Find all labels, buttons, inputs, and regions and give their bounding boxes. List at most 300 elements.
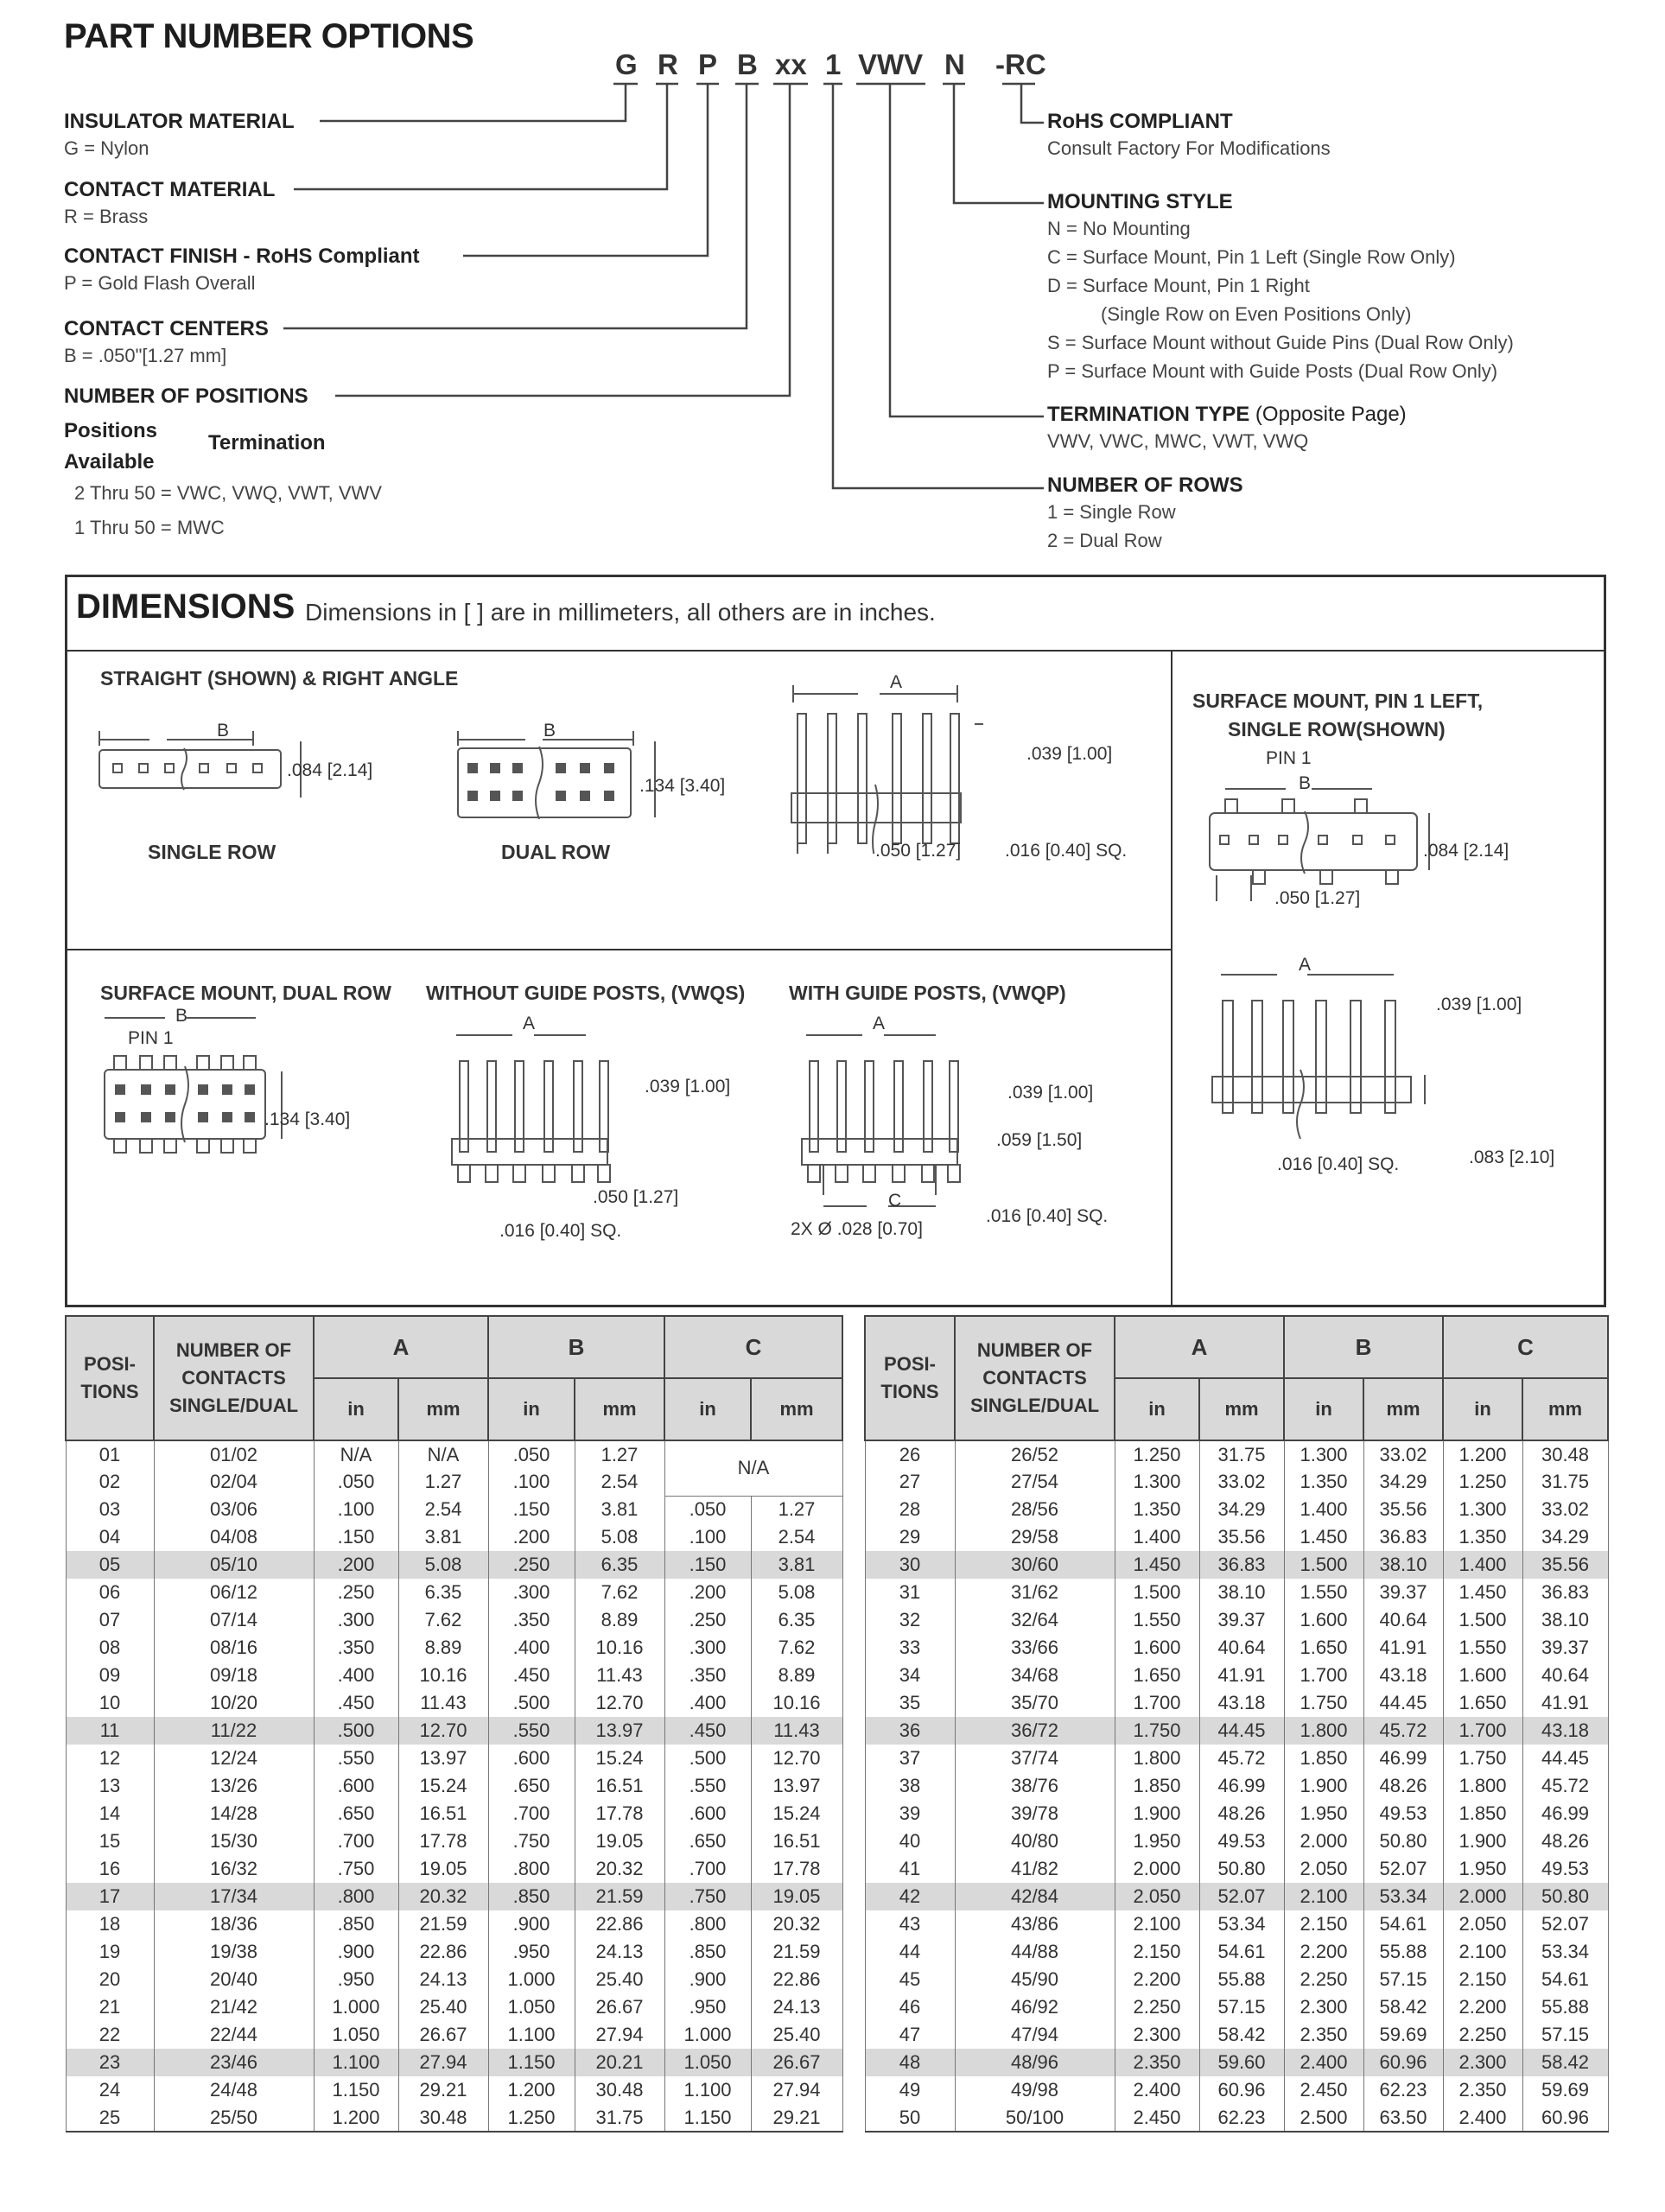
table-cell: 6.35 [751, 1606, 842, 1634]
table-cell: 55.88 [1363, 1938, 1443, 1966]
table-cell: 7.62 [398, 1606, 488, 1634]
table-cell: 1.850 [1443, 1800, 1522, 1827]
smt-dim-084: .084 [2.14] [1423, 841, 1509, 861]
dual-row-label: DUAL ROW [501, 841, 611, 863]
table-cell: 43.18 [1199, 1689, 1284, 1717]
table-cell: 40.64 [1363, 1606, 1443, 1634]
side-dim-016: .016 [0.40] SQ. [1005, 841, 1128, 861]
table-cell: 1.150 [664, 2104, 751, 2132]
table-cell: 03 [66, 1496, 154, 1523]
table-cell: 15 [66, 1827, 154, 1855]
termination-type-note: (Opposite Page) [1255, 403, 1407, 426]
table-cell: 2.250 [1115, 1993, 1199, 2021]
table-cell: .550 [488, 1717, 575, 1745]
table-cell: 20.32 [398, 1883, 488, 1910]
table-cell: .800 [664, 1910, 751, 1938]
table-cell: 38.10 [1522, 1606, 1608, 1634]
table-cell: 2.300 [1443, 2049, 1522, 2076]
table-cell: 1.350 [1443, 1523, 1522, 1551]
table-cell: 18/36 [154, 1910, 314, 1938]
table-cell: 46.99 [1522, 1800, 1608, 1827]
table-row [865, 1855, 1608, 1883]
table-row [66, 1496, 842, 1523]
contact-material-heading: CONTACT MATERIAL [64, 178, 276, 201]
table-cell: 1.150 [314, 2076, 398, 2104]
table-cell: .300 [488, 1579, 575, 1606]
table-cell: 44.45 [1363, 1689, 1443, 1717]
table-cell: 18 [66, 1910, 154, 1938]
table-cell: 8.89 [575, 1606, 664, 1634]
table-cell: 2.450 [1115, 2104, 1199, 2132]
table-cell: .750 [314, 1855, 398, 1883]
table-cell: 1.600 [1115, 1634, 1199, 1662]
table-cell: 2.000 [1443, 1883, 1522, 1910]
table-cell: 22.86 [398, 1938, 488, 1966]
insulator-material-block [64, 110, 295, 160]
table-cell: 21 [66, 1993, 154, 2021]
table-cell: 2.400 [1443, 2104, 1522, 2132]
table-cell: 10.16 [398, 1662, 488, 1689]
dual-row-dim-b: B [543, 721, 556, 741]
table-cell: 2.200 [1284, 1938, 1363, 1966]
c-in-header: in [664, 1378, 751, 1440]
side-dim-039: .039 [1.00] [1026, 744, 1113, 764]
rows-item: 2 = Dual Row [1047, 530, 1162, 551]
table-cell: 49/98 [955, 2076, 1115, 2104]
table-cell: 1.000 [314, 1993, 398, 2021]
termination-type-value: VWV, VWC, MWC, VWT, VWQ [1047, 430, 1309, 452]
table-cell: 26.67 [575, 1993, 664, 2021]
a-in-header: in [314, 1378, 398, 1440]
table-row [66, 1717, 842, 1745]
table-row [865, 1579, 1608, 1606]
table-cell: 27.94 [575, 2021, 664, 2049]
contact-finish-block [64, 245, 420, 295]
table-cell: 8.89 [398, 1634, 488, 1662]
table-cell: .400 [664, 1689, 751, 1717]
table-cell: 20.32 [751, 1910, 842, 1938]
table-cell: 29.21 [398, 2076, 488, 2104]
straight-side-drawing [785, 672, 992, 854]
table-row [865, 1745, 1608, 1772]
table-cell: 17.78 [575, 1800, 664, 1827]
table-row [865, 1800, 1608, 1827]
dual-row-dim-134: .134 [3.40] [639, 776, 726, 796]
table-cell: .600 [314, 1772, 398, 1800]
table-cell: 48 [865, 2049, 955, 2076]
table-cell: 1.800 [1443, 1772, 1522, 1800]
table-cell: 11/22 [154, 1717, 314, 1745]
c-in-header: in [1443, 1378, 1522, 1440]
table-cell: .950 [664, 1993, 751, 2021]
b-header: B [488, 1316, 664, 1378]
contacts-header-3: SINGLE/DUAL [969, 1395, 1100, 1416]
table-cell: .350 [314, 1634, 398, 1662]
table-cell: 39.37 [1199, 1606, 1284, 1634]
table-cell: 16.51 [398, 1800, 488, 1827]
table-cell: 54.61 [1363, 1910, 1443, 1938]
contacts-header [154, 1316, 314, 1440]
table-cell: 38/76 [955, 1772, 1115, 1800]
table-cell: 50.80 [1363, 1827, 1443, 1855]
table-cell: 04/08 [154, 1523, 314, 1551]
positions-col1b: Available [64, 450, 155, 474]
table-cell: 57.15 [1199, 1993, 1284, 2021]
table-cell: 24.13 [575, 1938, 664, 1966]
table-cell: 07 [66, 1606, 154, 1634]
table-cell: 2.54 [751, 1523, 842, 1551]
table-cell: 36/72 [955, 1717, 1115, 1745]
table-cell: 24.13 [751, 1993, 842, 2021]
table-cell: 3.81 [398, 1523, 488, 1551]
table-cell: 1.400 [1115, 1523, 1199, 1551]
table-cell: 2.400 [1115, 2076, 1199, 2104]
table-cell: 1.000 [488, 1966, 575, 1993]
table-cell: 2.050 [1443, 1910, 1522, 1938]
table-cell: 27.94 [751, 2076, 842, 2104]
smt-pin1-left-label-2: SINGLE ROW(SHOWN) [1228, 718, 1446, 741]
number-of-rows-heading: NUMBER OF ROWS [1047, 474, 1243, 497]
table-cell: 2.400 [1284, 2049, 1363, 2076]
table-cell: 1.650 [1443, 1689, 1522, 1717]
table-cell: 1.900 [1284, 1772, 1363, 1800]
b-in-header: in [488, 1378, 575, 1440]
mounting-item: C = Surface Mount, Pin 1 Left (Single Row Only) [1047, 246, 1456, 268]
without-guide-dim-016: .016 [0.40] SQ. [499, 1221, 622, 1241]
without-guide-label: WITHOUT GUIDE POSTS, (VWQS) [426, 982, 746, 1004]
table-cell: 15.24 [575, 1745, 664, 1772]
table-cell: 20 [66, 1966, 154, 1993]
termination-type-heading [1047, 403, 1407, 427]
table-cell: 13 [66, 1772, 154, 1800]
table-cell: 25 [66, 2104, 154, 2132]
table-cell: 27/54 [955, 1468, 1115, 1496]
table-cell: .750 [664, 1883, 751, 1910]
table-cell: 35 [865, 1689, 955, 1717]
contact-finish-value: P = Gold Flash Overall [64, 272, 256, 294]
table-cell: 03/06 [154, 1496, 314, 1523]
table-cell: 41.91 [1522, 1689, 1608, 1717]
a-mm-header: mm [1199, 1378, 1284, 1440]
mounting-item: (Single Row on Even Positions Only) [1101, 303, 1412, 325]
table-cell: 1.450 [1443, 1579, 1522, 1606]
table-cell: .150 [314, 1523, 398, 1551]
table-cell: 2.300 [1115, 2021, 1199, 2049]
table-cell: .250 [488, 1551, 575, 1579]
table-cell: 35/70 [955, 1689, 1115, 1717]
table-row [66, 1772, 842, 1800]
table-cell: 50.80 [1199, 1855, 1284, 1883]
rohs-block [1047, 110, 1331, 162]
c-mm-header: mm [751, 1378, 842, 1440]
table-row [865, 1551, 1608, 1579]
table-cell: .850 [664, 1938, 751, 1966]
table-cell: 1.700 [1284, 1662, 1363, 1689]
table-cell: 30 [865, 1551, 955, 1579]
table-row [66, 1634, 842, 1662]
table-cell: 24.13 [398, 1966, 488, 1993]
table-cell: 08/16 [154, 1634, 314, 1662]
table-cell: .500 [314, 1717, 398, 1745]
table-row [865, 1772, 1608, 1800]
table-cell: .650 [488, 1772, 575, 1800]
mounting-item: N = No Mounting [1047, 218, 1191, 239]
table-cell: 12 [66, 1745, 154, 1772]
number-of-positions-heading: NUMBER OF POSITIONS [64, 385, 308, 408]
table-cell: .400 [314, 1662, 398, 1689]
code-segment-contact-material: R [658, 48, 678, 80]
table-cell: 38 [865, 1772, 955, 1800]
table-cell: 34.29 [1522, 1523, 1608, 1551]
table-cell: 04 [66, 1523, 154, 1551]
table-cell: 2.350 [1284, 2021, 1363, 2049]
table-cell: 22.86 [751, 1966, 842, 1993]
table-cell: .400 [488, 1634, 575, 1662]
table-cell: 44 [865, 1938, 955, 1966]
dimensions-title: DIMENSIONS [76, 588, 296, 626]
smt-side-dim-039: .039 [1.00] [1436, 995, 1522, 1014]
table-cell: 6.35 [398, 1579, 488, 1606]
table-cell: 58.42 [1363, 1993, 1443, 2021]
table-cell: 38.10 [1363, 1551, 1443, 1579]
table-cell: 1.850 [1284, 1745, 1363, 1772]
table-cell: 43 [865, 1910, 955, 1938]
table-cell: .200 [664, 1579, 751, 1606]
table-cell: 1.500 [1443, 1606, 1522, 1634]
table-cell: 1.250 [1115, 1440, 1199, 1468]
table-cell: .700 [488, 1800, 575, 1827]
table-row [66, 1662, 842, 1689]
rohs-heading: RoHS COMPLIANT [1047, 110, 1233, 133]
table-cell: 31.75 [1522, 1468, 1608, 1496]
table-row [66, 1827, 842, 1855]
table-cell: 10.16 [575, 1634, 664, 1662]
table-cell: 5.08 [575, 1523, 664, 1551]
table-cell: 7.62 [751, 1634, 842, 1662]
table-cell: 24/48 [154, 2076, 314, 2104]
table-cell: .650 [314, 1800, 398, 1827]
code-segment-mounting: N [944, 48, 965, 80]
positions-header-1: POSI- [84, 1353, 136, 1375]
table-cell: .800 [314, 1883, 398, 1910]
table-cell: 30/60 [955, 1551, 1115, 1579]
smt-dim-b: B [1299, 773, 1312, 793]
table-row [66, 1523, 842, 1551]
table-cell: 09/18 [154, 1662, 314, 1689]
table-row [66, 1689, 842, 1717]
table-cell: .900 [488, 1910, 575, 1938]
single-row-dim-084: .084 [2.14] [287, 760, 373, 780]
table-cell: 1.650 [1115, 1662, 1199, 1689]
table-cell: 06/12 [154, 1579, 314, 1606]
table-cell: .450 [314, 1689, 398, 1717]
table-cell: 53.34 [1363, 1883, 1443, 1910]
smt-dual-pin1: PIN 1 [128, 1028, 174, 1048]
table-cell: .200 [314, 1551, 398, 1579]
table-row [66, 1883, 842, 1910]
table-cell: 3.81 [751, 1551, 842, 1579]
table-cell: 1.500 [1284, 1551, 1363, 1579]
table-cell: 58.42 [1199, 2021, 1284, 2049]
table-cell: 09 [66, 1662, 154, 1689]
table-cell: 1.700 [1115, 1689, 1199, 1717]
table-cell: 55.88 [1522, 1993, 1608, 2021]
table-cell: 37/74 [955, 1745, 1115, 1772]
table-cell: 19 [66, 1938, 154, 1966]
table-row [865, 1966, 1608, 1993]
table-cell: 33.02 [1199, 1468, 1284, 1496]
table-cell: 2.000 [1284, 1827, 1363, 1855]
c-mm-header: mm [1522, 1378, 1608, 1440]
table-cell: 44/88 [955, 1938, 1115, 1966]
table-cell: 23 [66, 2049, 154, 2076]
table-cell: .100 [488, 1468, 575, 1496]
table-cell: 26/52 [955, 1440, 1115, 1468]
table-cell: 44.45 [1522, 1745, 1608, 1772]
table-cell: 2.350 [1115, 2049, 1199, 2076]
insulator-material-heading: INSULATOR MATERIAL [64, 110, 295, 133]
table-cell: 36 [865, 1717, 955, 1745]
table-cell: 13/26 [154, 1772, 314, 1800]
without-guide-dim-a: A [523, 1014, 536, 1033]
table-cell: .500 [488, 1689, 575, 1717]
table-cell: 8.89 [751, 1662, 842, 1689]
table-cell: 1.550 [1115, 1606, 1199, 1634]
table-cell: 60.96 [1363, 2049, 1443, 2076]
table-cell: 1.600 [1284, 1606, 1363, 1634]
table-cell: 1.100 [664, 2076, 751, 2104]
table-cell: 1.200 [1443, 1440, 1522, 1468]
table-cell: 34.29 [1363, 1468, 1443, 1496]
dimensions-header [67, 577, 1604, 652]
table-cell: 52.07 [1522, 1910, 1608, 1938]
table-cell: 31/62 [955, 1579, 1115, 1606]
table-cell: N/A [398, 1440, 488, 1468]
table-row [865, 1883, 1608, 1910]
contacts-header [955, 1316, 1115, 1440]
table-cell: 2.54 [575, 1468, 664, 1496]
table-cell: 1.250 [1443, 1468, 1522, 1496]
table-cell: 52.07 [1363, 1855, 1443, 1883]
with-guide-dim-a: A [873, 1014, 886, 1033]
smt-side-dim-083: .083 [2.10] [1469, 1147, 1555, 1167]
table-row [66, 2104, 842, 2132]
table-cell: 11.43 [575, 1662, 664, 1689]
table-row [66, 2076, 842, 2104]
table-cell: .850 [488, 1883, 575, 1910]
table-cell: 16/32 [154, 1855, 314, 1883]
code-segment-rohs: -RC [995, 48, 1046, 80]
table-cell: 50 [865, 2104, 955, 2132]
table-cell: 2.150 [1115, 1938, 1199, 1966]
table-cell: 2.150 [1443, 1966, 1522, 1993]
contact-centers-value: B = .050"[1.27 mm] [64, 345, 227, 366]
table-cell: 2.250 [1443, 2021, 1522, 2049]
contact-centers-heading: CONTACT CENTERS [64, 317, 269, 340]
table-row [66, 2049, 842, 2076]
contact-centers-block [64, 317, 269, 367]
table-cell: 49 [865, 2076, 955, 2104]
table-cell: 49.53 [1522, 1855, 1608, 1883]
table-row [865, 1468, 1608, 1496]
table-cell: 21.59 [575, 1883, 664, 1910]
table-cell: 1.400 [1443, 1551, 1522, 1579]
table-cell: 53.34 [1199, 1910, 1284, 1938]
table-cell: 1.900 [1115, 1800, 1199, 1827]
with-guide-dim-c: C [888, 1191, 902, 1211]
table-cell: 33.02 [1363, 1440, 1443, 1468]
table-cell: .050 [314, 1468, 398, 1496]
smt-dual-dim-b: B [175, 1006, 188, 1026]
contact-finish-heading: CONTACT FINISH - RoHS Compliant [64, 245, 420, 268]
without-guide-dim-039: .039 [1.00] [645, 1077, 731, 1096]
table-cell: 2.250 [1284, 1966, 1363, 1993]
dimensions-table-right [864, 1315, 1609, 2133]
table-cell: 17 [66, 1883, 154, 1910]
table-row [865, 1440, 1608, 1468]
contacts-header-1: NUMBER OF [976, 1339, 1093, 1361]
table-cell: 2.100 [1443, 1938, 1522, 1966]
table-cell: 43.18 [1522, 1717, 1608, 1745]
table-cell: 2.050 [1115, 1883, 1199, 1910]
table-cell: 25/50 [154, 2104, 314, 2132]
table-cell-na: N/A [664, 1440, 842, 1496]
table-cell: .900 [664, 1966, 751, 1993]
table-cell: 20.21 [575, 2049, 664, 2076]
table-cell: 1.000 [664, 2021, 751, 2049]
table-cell: 53.34 [1522, 1938, 1608, 1966]
table-cell: 40 [865, 1827, 955, 1855]
table-cell: 59.69 [1363, 2021, 1443, 2049]
table-cell: 22 [66, 2021, 154, 2049]
table-cell: 48.26 [1522, 1827, 1608, 1855]
table-cell: 12.70 [751, 1745, 842, 1772]
table-cell: 1.150 [488, 2049, 575, 2076]
mounting-style-heading: MOUNTING STYLE [1047, 190, 1233, 213]
table-cell: .050 [488, 1440, 575, 1468]
table-cell: .450 [488, 1662, 575, 1689]
table-cell: 13.97 [751, 1772, 842, 1800]
table-cell: 34.29 [1199, 1496, 1284, 1523]
mounting-item: S = Surface Mount without Guide Pins (Dual Row Only) [1047, 332, 1514, 353]
table-cell: .150 [664, 1551, 751, 1579]
table-cell: .150 [488, 1496, 575, 1523]
table-cell: 1.950 [1115, 1827, 1199, 1855]
b-mm-header: mm [1363, 1378, 1443, 1440]
table-cell: 42 [865, 1883, 955, 1910]
table-cell: 41.91 [1363, 1634, 1443, 1662]
table-cell: 36.83 [1522, 1579, 1608, 1606]
table-cell: 31 [865, 1579, 955, 1606]
table-cell: 36.83 [1199, 1551, 1284, 1579]
table-row [66, 1938, 842, 1966]
table-cell: .500 [664, 1745, 751, 1772]
table-cell: 31.75 [575, 2104, 664, 2132]
table-cell: 22/44 [154, 2021, 314, 2049]
table-row [66, 1993, 842, 2021]
contacts-header-3: SINGLE/DUAL [168, 1395, 299, 1416]
smt-side-drawing [1204, 966, 1437, 1139]
table-cell: .250 [314, 1579, 398, 1606]
table-cell: .250 [664, 1606, 751, 1634]
table-cell: 08 [66, 1634, 154, 1662]
table-row [865, 1496, 1608, 1523]
table-row [865, 1938, 1608, 1966]
table-cell: 15.24 [751, 1800, 842, 1827]
table-cell: 57.15 [1522, 2021, 1608, 2049]
table-cell: 1.400 [1284, 1496, 1363, 1523]
table-cell: 30.48 [575, 2076, 664, 2104]
